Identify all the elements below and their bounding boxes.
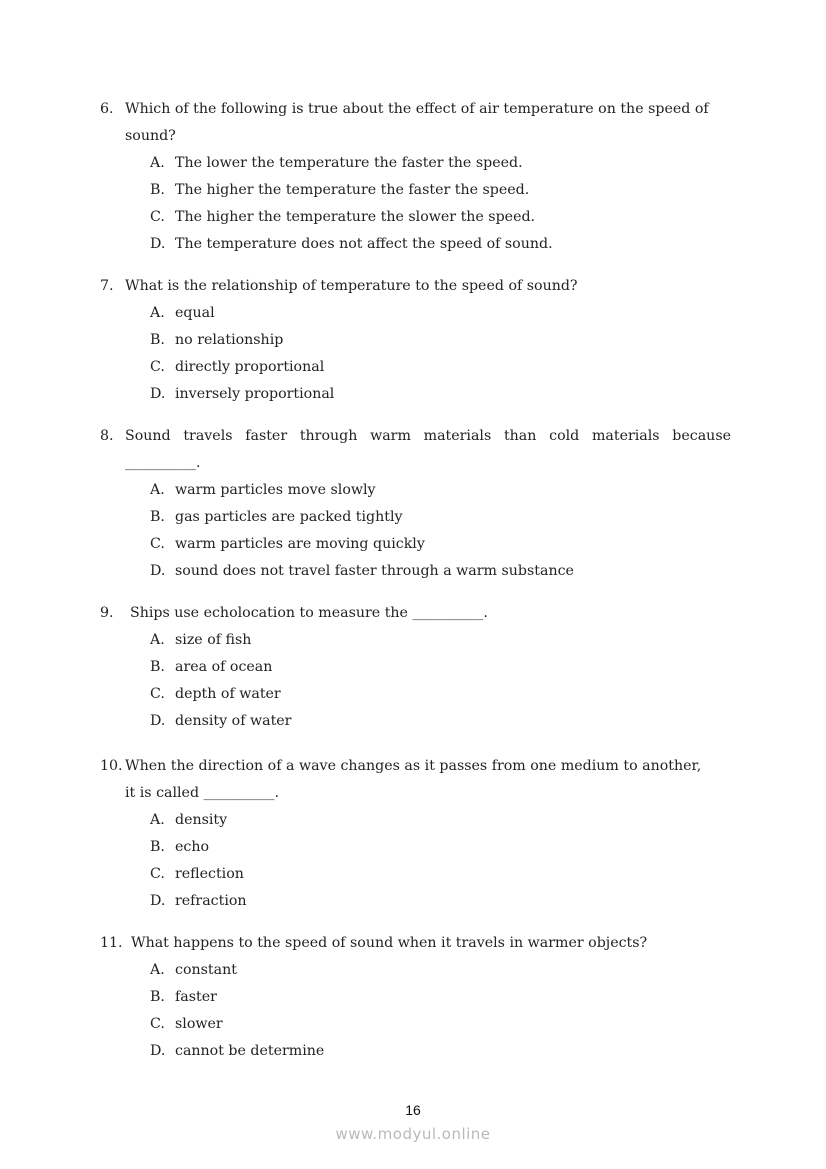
question-number: 6. — [100, 101, 114, 117]
option-letter: A. — [150, 482, 165, 498]
option-letter: A. — [150, 305, 165, 321]
question-text: When the direction of a wave changes as it passes from one medium to another, — [125, 758, 702, 774]
option-letter: C. — [150, 209, 165, 225]
option-letter: D. — [150, 386, 166, 402]
option-text: density — [175, 812, 228, 828]
option-letter: B. — [150, 182, 165, 198]
option-letter: A. — [150, 632, 165, 648]
question-number: 8. — [100, 428, 114, 444]
option-text: cannot be determine — [175, 1043, 325, 1059]
question-text: Which of the following is true about the effect of air temperature on the speed of — [125, 101, 709, 117]
option-text: size of fish — [175, 632, 252, 648]
question-number: 9. — [100, 605, 114, 621]
question-number: 11. — [100, 935, 123, 951]
option-letter: C. — [150, 1016, 165, 1032]
option-text: slower — [175, 1016, 223, 1032]
option-text: depth of water — [175, 686, 281, 702]
option-text: faster — [175, 989, 217, 1005]
question-text: Sound travels faster through warm materials than cold materials because — [125, 428, 731, 444]
option-letter: A. — [150, 155, 165, 171]
option-letter: B. — [150, 659, 165, 675]
option-text: echo — [175, 839, 210, 855]
option-text: no relationship — [175, 332, 284, 348]
option-text: reflection — [175, 866, 244, 882]
question-text: What happens to the speed of sound when it travels in warmer objects? — [131, 935, 648, 951]
option-letter: D. — [150, 563, 166, 579]
question-number: 10. — [100, 758, 123, 774]
option-text: sound does not travel faster through a warm substance — [175, 563, 574, 579]
option-letter: B. — [150, 332, 165, 348]
question-text: What is the relationship of temperature to the speed of sound? — [125, 278, 578, 294]
option-text: inversely proportional — [175, 386, 335, 402]
option-letter: D. — [150, 713, 166, 729]
option-letter: D. — [150, 1043, 166, 1059]
option-letter: B. — [150, 839, 165, 855]
option-letter: A. — [150, 962, 165, 978]
option-text: constant — [175, 962, 237, 978]
option-letter: C. — [150, 866, 165, 882]
option-text: warm particles move slowly — [175, 482, 376, 498]
option-letter: C. — [150, 536, 165, 552]
page-number: 16 — [405, 1102, 421, 1118]
question-number: 7. — [100, 278, 114, 294]
option-letter: D. — [150, 893, 166, 909]
option-text: The higher the temperature the faster the speed. — [175, 182, 530, 198]
option-text: gas particles are packed tightly — [175, 509, 403, 525]
option-text: warm particles are moving quickly — [175, 536, 425, 552]
option-text: directly proportional — [175, 359, 325, 375]
question-text: Ships use echolocation to measure the __________. — [130, 605, 488, 621]
option-text: equal — [175, 305, 215, 321]
option-letter: C. — [150, 686, 165, 702]
question-text: it is called __________. — [125, 785, 279, 801]
option-text: area of ocean — [175, 659, 273, 675]
option-letter: B. — [150, 509, 165, 525]
option-text: density of water — [175, 713, 292, 729]
watermark: www.modyul.online — [335, 1125, 491, 1143]
option-letter: D. — [150, 236, 166, 252]
option-text: refraction — [175, 893, 247, 909]
question-text: __________. — [125, 455, 201, 471]
option-letter: C. — [150, 359, 165, 375]
question-text: sound? — [125, 128, 176, 144]
option-letter: A. — [150, 812, 165, 828]
option-text: The lower the temperature the faster the speed. — [175, 155, 523, 171]
option-letter: B. — [150, 989, 165, 1005]
option-text: The temperature does not affect the speed of sound. — [175, 236, 553, 252]
option-text: The higher the temperature the slower the speed. — [175, 209, 536, 225]
